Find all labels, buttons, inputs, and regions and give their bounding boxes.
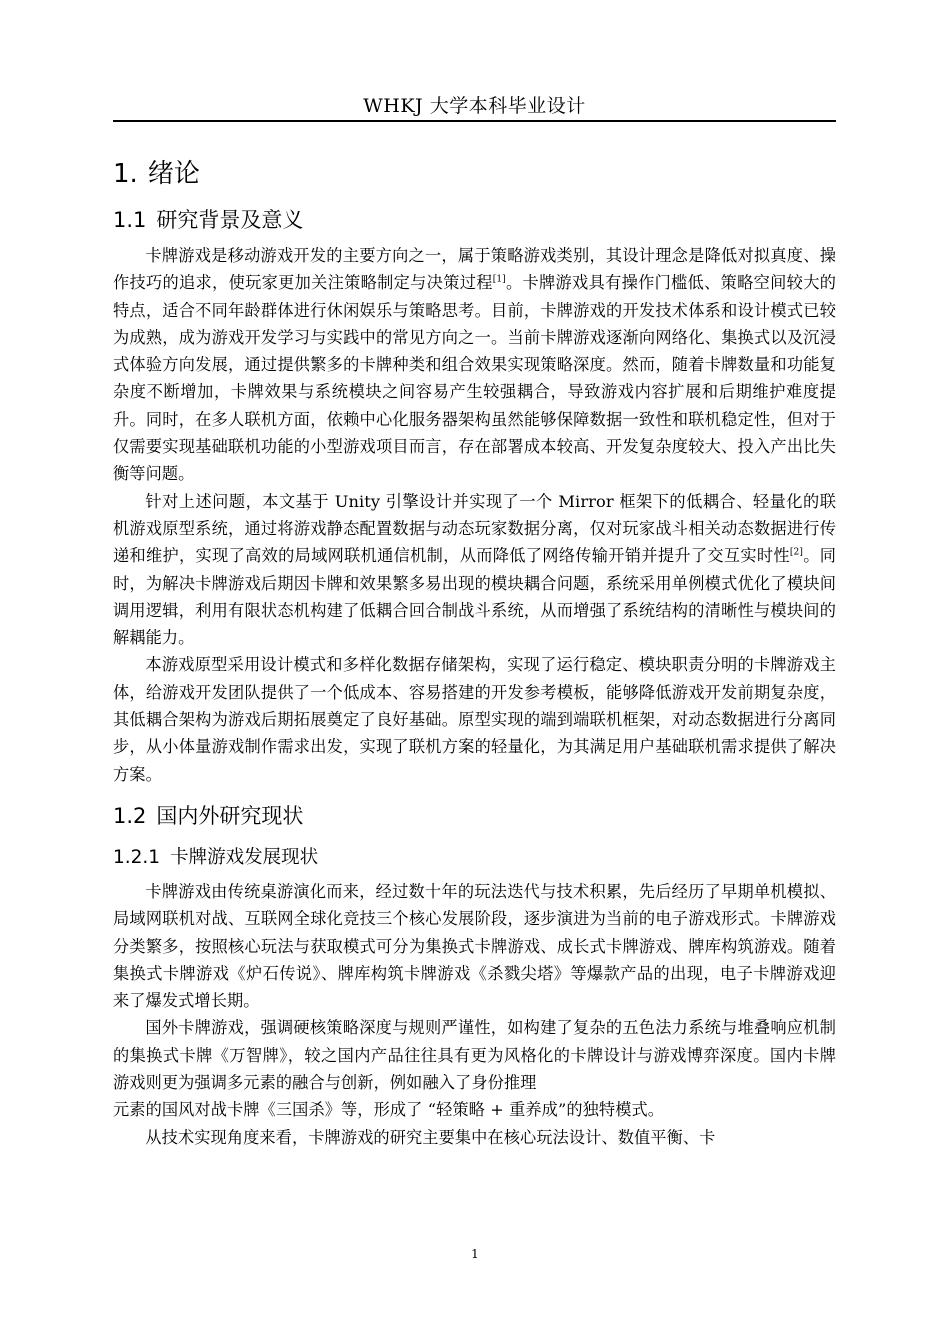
paragraph-text: 。卡牌游戏具有操作门槛低、策略空间较大的特点，适合不同年龄群体进行休闲娱乐与策略思考。目前，卡牌游戏的开发技术体系和设计模式已较为成熟，成为游戏开发学习与实践中的常见方向之一。当前卡牌游戏逐渐向网络化、集换式以及沉浸式体验方向发展，通过提供繁多的卡牌种类和组合效果实现策略深度。然而，随着卡牌数量和功能复杂度不断增加，卡牌效果与系统模块之间容易产生较强耦合，导致游戏内容扩展和后期维护难度提升。同时，在多人联机方面，依赖中心化服务器架构虽然能够保障数据一致性和联机稳定性，但对于仅需要实现基础联机功能的小型游戏项目而言，存在部署成本较高、开发复杂度较大、投入产出比失衡等问题。 — [113, 273, 836, 484]
paragraph-text: 卡牌游戏是移动游戏开发的主要方向之一，属于策略游戏类别，其设计理念是降低对拟真度、操作技巧的追求，使玩家更加关注策略制定与决策过程 — [113, 246, 836, 293]
paragraph: 从技术实现角度来看，卡牌游戏的研究主要集中在核心玩法设计、数值平衡、卡 — [145, 1127, 716, 1147]
section-title: 研究背景及意义 — [156, 208, 304, 232]
paragraph: 本游戏原型采用设计模式和多样化数据存储架构，实现了运行稳定、模块职责分明的卡牌游戏主体，给游戏开发团队提供了一个低成本、容易搭建的开发参考模板，能够降低游戏开发前期复杂度，其低耦合架构为游戏后期拓展奠定了良好基础。原型实现的端到端联机框架，对动态数据进行分离同步，从小体量游戏制作需求出发，实现了联机方案的轻量化，为其满足用户基础联机需求提供了解决方案。 — [113, 655, 836, 784]
chapter-title: 绪论 — [147, 159, 200, 189]
page-body — [113, 150, 836, 1151]
header-title: WHKJ 大学本科毕业设计 — [363, 95, 586, 117]
subsection-title: 卡牌游戏发展现状 — [170, 846, 319, 868]
chapter-number: 1. — [113, 159, 138, 189]
paragraph-continuation: 元素的国风对战卡牌《三国杀》等，形成了 “轻策略 + 重养成”的独特模式。 — [113, 1100, 665, 1120]
section-heading-1-1 — [113, 198, 836, 242]
citation-ref: [1] — [492, 274, 506, 285]
chapter-heading — [113, 150, 836, 198]
paragraph: 国外卡牌游戏，强调硬核策略深度与规则严谨性，如构建了复杂的五色法力系统与堆叠响应机制的集换式卡牌《万智牌》，较之国内产品往往具有更为风格化的卡牌设计与游戏博弈深度。国内卡牌游戏则更为强调多元素的融合与创新，例如融入了身份推理 — [113, 1018, 836, 1093]
paragraph — [113, 488, 836, 652]
paragraph — [113, 242, 836, 488]
paragraph-text: 。同时，为解决卡牌游戏后期因卡牌和效果繁多易出现的模块耦合问题，系统采用单例模式优化了模块间调用逻辑，利用有限状态机构建了低耦合回合制战斗系统，从而增强了系统结构的清晰性与模块间的解耦能力。 — [113, 546, 836, 648]
subsection-heading-1-2-1 — [113, 838, 836, 878]
page-number: 1 — [471, 1247, 479, 1261]
section-title: 国内外研究现状 — [156, 803, 304, 828]
paragraph-text: 针对上述问题，本文基于 Unity 引擎设计并实现了一个 Mirror 框架下的低耦合、轻量化的联机游戏原型系统，通过将游戏静态配置数据与动态玩家数据分离，仅对玩家战斗相关动态数据进行传递和维护，实现了高效的局域网联机通信机制，从而降低了网络传输开销并提升了交互实时性 — [113, 491, 836, 566]
page-header — [113, 92, 836, 122]
section-heading-1-2 — [113, 794, 836, 838]
citation-ref: [2] — [789, 547, 803, 558]
section-number: 1.2 — [113, 803, 147, 828]
section-number: 1.1 — [113, 208, 147, 232]
subsection-number: 1.2.1 — [113, 846, 161, 868]
paragraph: 卡牌游戏由传统桌游演化而来，经过数十年的玩法迭代与技术积累，先后经历了早期单机模拟、局域网联机对战、互联网全球化竞技三个核心发展阶段，逐步演进为当前的电子游戏形式。卡牌游戏分类繁多，按照核心玩法与获取模式可分为集换式卡牌游戏、成长式卡牌游戏、牌库构筑游戏。随着集换式卡牌游戏《炉石传说》、牌库构筑卡牌游戏《杀戮尖塔》等爆款产品的出现，电子卡牌游戏迎来了爆发式增长期。 — [113, 881, 836, 1011]
